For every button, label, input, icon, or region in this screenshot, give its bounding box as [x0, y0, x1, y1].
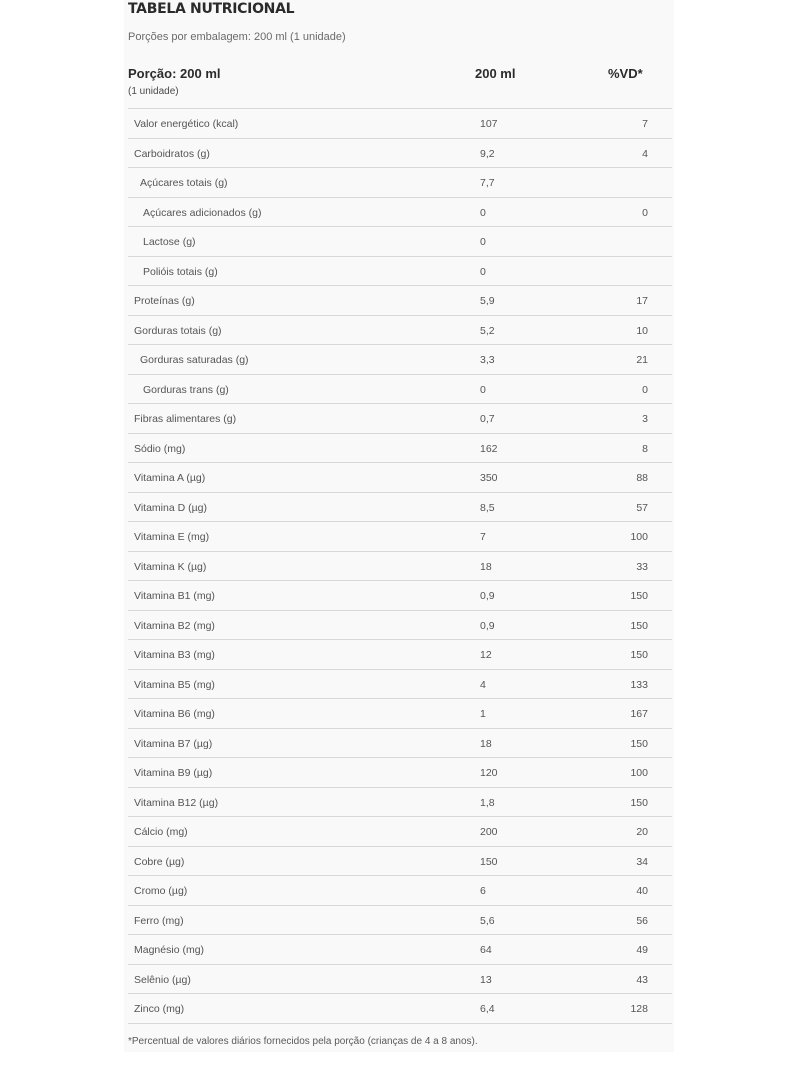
amount-column-header: 200 ml [475, 66, 516, 81]
nutrient-label: Gorduras totais (g) [134, 324, 222, 337]
nutrient-amount: 120 [480, 767, 498, 779]
table-row [128, 758, 672, 788]
nutrient-label: Zinco (mg) [134, 1003, 185, 1015]
nutrient-amount: 0 [480, 265, 486, 278]
table-row [128, 935, 672, 965]
nutrient-label: Cobre (µg) [134, 855, 185, 868]
nutrient-vd: 34 [636, 855, 648, 868]
nutrient-label: Cálcio (mg) [134, 826, 188, 838]
nutrient-vd: 150 [630, 737, 648, 750]
nutrient-amount: 0,9 [480, 619, 495, 632]
table-row [128, 581, 672, 611]
nutrient-label: Gorduras saturadas (g) [140, 354, 249, 366]
nutrient-label: Vitamina E (mg) [134, 531, 210, 543]
nutrient-amount: 5,2 [480, 324, 495, 337]
nutrient-label: Vitamina A (µg) [134, 472, 206, 484]
table-row [128, 316, 672, 346]
nutrient-amount: 8,5 [480, 501, 495, 514]
nutrient-label: Proteínas (g) [134, 295, 195, 307]
table-row [128, 434, 672, 464]
nutrient-vd: 100 [630, 531, 648, 543]
table-row [128, 375, 672, 405]
nutrient-amount: 1 [480, 708, 486, 720]
nutrient-vd: 0 [642, 206, 648, 219]
nutrient-label: Vitamina B7 (µg) [134, 737, 213, 750]
vd-column-header: %VD* [608, 66, 643, 81]
nutrient-amount: 0,7 [480, 413, 495, 425]
table-row [128, 906, 672, 936]
nutrient-amount: 7,7 [480, 177, 495, 189]
nutrient-label: Vitamina B2 (mg) [134, 619, 215, 632]
nutrient-label: Ferro (mg) [134, 914, 184, 927]
table-row [128, 788, 672, 818]
nutrient-vd: 56 [636, 914, 648, 927]
table-row [128, 670, 672, 700]
table-row [128, 286, 672, 316]
table-row [128, 965, 672, 995]
nutrient-amount: 9,2 [480, 147, 495, 160]
nutrient-amount: 18 [480, 560, 492, 573]
nutrient-amount: 7 [480, 531, 486, 543]
nutrient-vd: 150 [630, 590, 648, 602]
table-row [128, 139, 672, 169]
nutrient-amount: 0 [480, 383, 486, 396]
nutrient-amount: 13 [480, 973, 492, 986]
nutrient-label: Vitamina B1 (mg) [134, 590, 215, 602]
nutrient-amount: 4 [480, 678, 486, 691]
table-row [128, 729, 672, 759]
table-row [128, 257, 672, 287]
nutrient-label: Cromo (µg) [134, 885, 188, 897]
nutrient-vd: 128 [630, 1003, 648, 1015]
table-row [128, 994, 672, 1024]
portion-label: Porção: 200 ml [128, 66, 221, 81]
nutrition-table [128, 108, 672, 1024]
nutrient-label: Vitamina K (µg) [134, 560, 207, 573]
servings-per-package: Porções por embalagem: 200 ml (1 unidade) [128, 31, 346, 43]
nutrient-label: Vitamina B6 (mg) [134, 708, 215, 720]
nutrient-label: Selênio (µg) [134, 973, 191, 986]
table-row [128, 463, 672, 493]
nutrient-label: Carboidratos (g) [134, 147, 210, 160]
nutrient-vd: 33 [636, 560, 648, 573]
table-row [128, 168, 672, 198]
nutrient-amount: 12 [480, 649, 492, 661]
nutrient-vd: 17 [636, 295, 648, 307]
nutrient-vd: 150 [630, 649, 648, 661]
nutrient-label: Vitamina B12 (µg) [134, 796, 219, 809]
nutrient-amount: 6,4 [480, 1003, 495, 1015]
nutrient-amount: 350 [480, 472, 498, 484]
nutrient-label: Vitamina B3 (mg) [134, 649, 215, 661]
nutrient-vd: 43 [636, 973, 648, 986]
nutrient-label: Gorduras trans (g) [143, 383, 229, 396]
nutrient-label: Açúcares totais (g) [140, 177, 228, 189]
nutrient-label: Sódio (mg) [134, 442, 186, 455]
nutrient-vd: 133 [630, 678, 648, 691]
table-row [128, 345, 672, 375]
nutrient-amount: 162 [480, 442, 498, 455]
nutrient-label: Vitamina B5 (mg) [134, 678, 215, 691]
nutrient-vd: 167 [630, 708, 648, 720]
nutrient-amount: 18 [480, 737, 492, 750]
nutrient-vd: 4 [642, 147, 648, 160]
table-row [128, 522, 672, 552]
nutrient-label: Vitamina D (µg) [134, 501, 207, 514]
nutrient-vd: 20 [636, 826, 648, 838]
portion-sublabel: (1 unidade) [128, 86, 179, 97]
nutrient-vd: 7 [642, 118, 648, 130]
nutrient-amount: 107 [480, 118, 498, 130]
nutrient-vd: 57 [636, 501, 648, 514]
table-row [128, 876, 672, 906]
nutrient-amount: 0 [480, 206, 486, 219]
nutrient-label: Magnésio (mg) [134, 944, 205, 956]
nutrient-vd: 21 [636, 354, 648, 366]
nutrient-vd: 49 [636, 944, 648, 956]
nutrient-vd: 100 [630, 767, 648, 779]
nutrient-vd: 10 [636, 324, 648, 337]
nutrient-amount: 5,6 [480, 914, 495, 927]
nutrient-amount: 200 [480, 826, 498, 838]
nutrient-amount: 5,9 [480, 295, 495, 307]
nutrient-amount: 3,3 [480, 354, 495, 366]
nutrient-amount: 150 [480, 855, 498, 868]
nutrient-amount: 64 [480, 944, 492, 956]
table-row [128, 640, 672, 670]
nutrient-vd: 150 [630, 796, 648, 809]
nutrient-amount: 6 [480, 885, 486, 897]
nutrient-vd: 40 [636, 885, 648, 897]
table-row [128, 847, 672, 877]
table-row [128, 227, 672, 257]
nutrient-label: Polióis totais (g) [143, 265, 218, 278]
table-row [128, 198, 672, 228]
nutrient-vd: 150 [630, 619, 648, 632]
nutrient-label: Lactose (g) [143, 236, 196, 248]
nutrient-vd: 0 [642, 383, 648, 396]
table-row [128, 817, 672, 847]
table-row [128, 699, 672, 729]
table-title: TABELA NUTRICIONAL [128, 1, 295, 17]
table-row [128, 404, 672, 434]
table-row [128, 552, 672, 582]
nutrient-amount: 0,9 [480, 590, 495, 602]
table-row [128, 493, 672, 523]
nutrient-vd: 88 [636, 472, 648, 484]
nutrient-label: Fibras alimentares (g) [134, 413, 237, 425]
nutrient-label: Açúcares adicionados (g) [143, 206, 262, 219]
nutrient-label: Vitamina B9 (µg) [134, 767, 213, 779]
nutrient-amount: 1,8 [480, 796, 495, 809]
table-row [128, 611, 672, 641]
table-row [128, 108, 672, 139]
nutrient-vd: 3 [642, 413, 648, 425]
nutrient-label: Valor energético (kcal) [134, 118, 239, 130]
nutrient-amount: 0 [480, 236, 486, 248]
nutrient-vd: 8 [642, 442, 648, 455]
footnote: *Percentual de valores diários fornecidos pela porção (crianças de 4 a 8 anos). [128, 1036, 478, 1047]
